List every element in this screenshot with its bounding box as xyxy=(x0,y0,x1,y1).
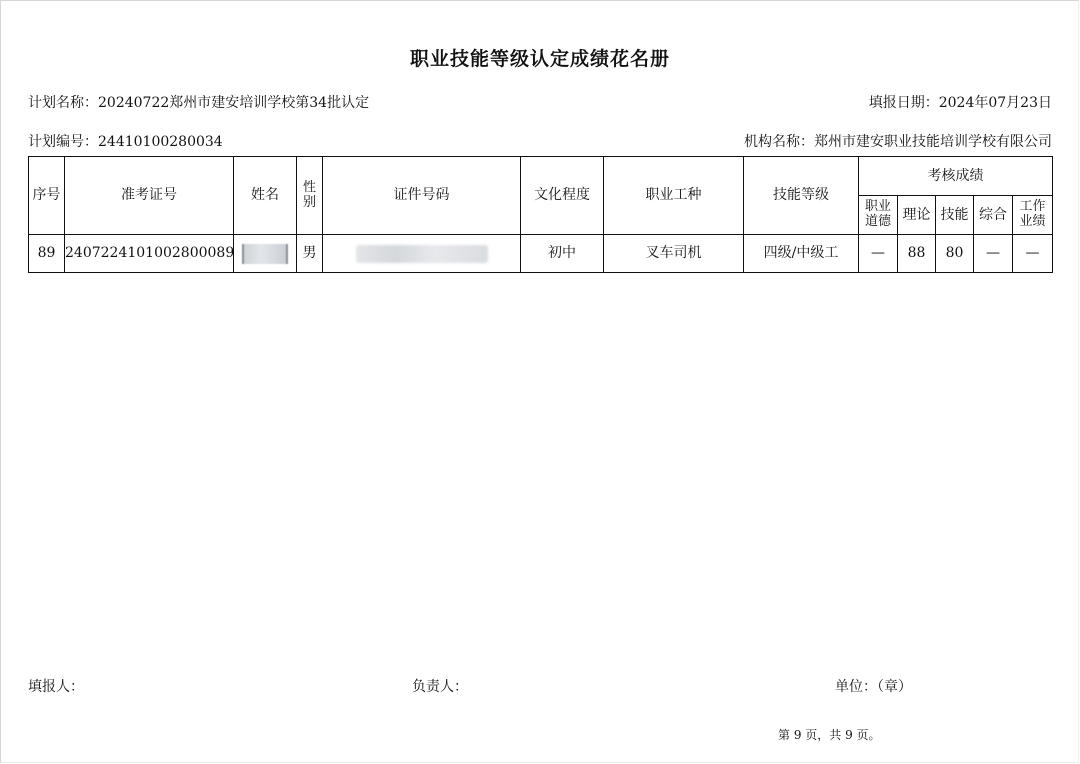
header-occupation: 职业工种 xyxy=(604,157,744,235)
cell-ethics: — xyxy=(859,235,898,273)
org-name: 郑州市建安职业技能培训学校有限公司 xyxy=(814,134,1052,150)
table-row xyxy=(29,235,1053,273)
responsible-label: 负责人： xyxy=(412,679,468,695)
plan-number-label: 计划编号： xyxy=(28,134,98,150)
header-scores: 考核成绩 xyxy=(859,157,1053,196)
plan-name-value: 20240722郑州市建安培训学校第34批认定 xyxy=(98,95,370,111)
header-row-top xyxy=(29,157,1053,196)
fill-date xyxy=(869,92,1052,112)
cell-exam-no: 2407224101002800089 xyxy=(65,235,234,273)
organization xyxy=(744,131,1052,151)
cell-id-no xyxy=(323,235,521,273)
score-roster-table xyxy=(28,156,1053,273)
header-seq: 序号 xyxy=(29,157,65,235)
cell-skill: 80 xyxy=(936,235,974,273)
header-skill-level: 技能等级 xyxy=(744,157,859,235)
cell-gender: 男 xyxy=(297,235,323,273)
header-ethics xyxy=(859,196,898,235)
header-work-performance-text: 工作业绩 xyxy=(1019,199,1046,229)
plan-name-label: 计划名称： xyxy=(28,95,98,111)
unit-seal-label: 单位：（章） xyxy=(835,679,912,695)
plan-name xyxy=(28,92,369,112)
filler-label: 填报人： xyxy=(28,679,84,695)
cell-seq: 89 xyxy=(29,235,65,273)
header-comprehensive: 综合 xyxy=(974,196,1013,235)
cell-work-performance: — xyxy=(1013,235,1053,273)
header-work-performance xyxy=(1013,196,1053,235)
cell-theory: 88 xyxy=(898,235,936,273)
fill-date-label: 填报日期： xyxy=(868,95,939,111)
cell-education: 初中 xyxy=(521,235,604,273)
org-label: 机构名称： xyxy=(744,134,814,150)
cell-comprehensive: — xyxy=(974,235,1013,273)
plan-number-value: 24410100280034 xyxy=(98,134,223,150)
header-theory: 理论 xyxy=(898,196,936,235)
document-title: 职业技能等级认定成绩花名册 xyxy=(409,48,670,70)
cell-occupation: 叉车司机 xyxy=(604,235,744,273)
page-info: 第 9 页，共 9 页。 xyxy=(778,728,881,742)
fill-date-value: 2024年07月23日 xyxy=(938,95,1052,111)
header-skill: 技能 xyxy=(936,196,974,235)
header-id-no: 证件号码 xyxy=(323,157,521,235)
header-gender xyxy=(297,157,323,235)
header-gender-text: 性别 xyxy=(302,179,316,210)
redacted-id-number xyxy=(356,245,488,263)
header-exam-no: 准考证号 xyxy=(65,157,234,235)
cell-skill-level: 四级/中级工 xyxy=(744,235,859,273)
header-education: 文化程度 xyxy=(521,157,604,235)
header-name: 姓名 xyxy=(234,157,297,235)
redacted-name xyxy=(242,244,288,264)
plan-number xyxy=(28,131,223,151)
header-ethics-text: 职业道德 xyxy=(864,199,891,229)
cell-name xyxy=(234,235,297,273)
